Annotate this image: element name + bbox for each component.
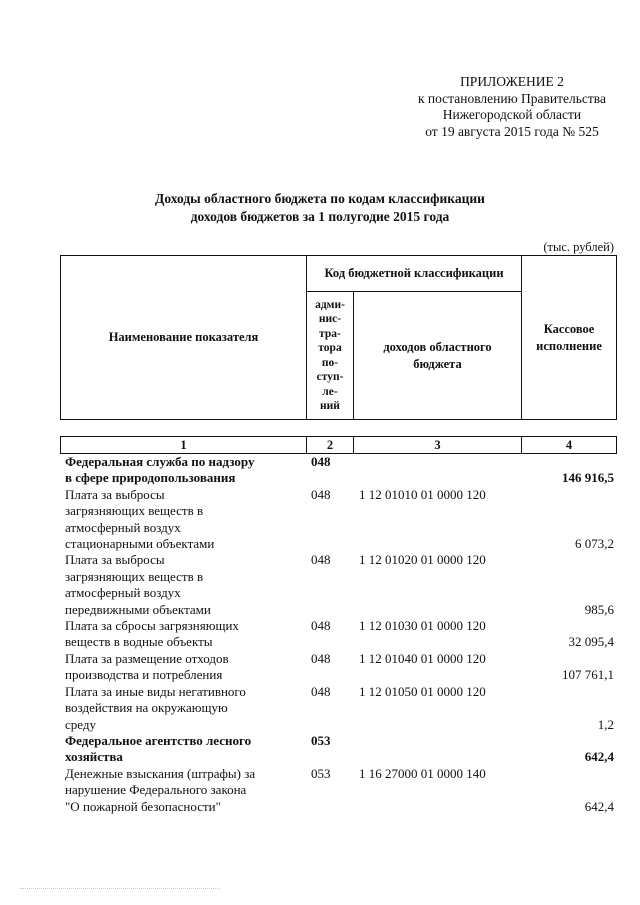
header-code-group: Код бюджетной классификации [307, 256, 522, 292]
units-label: (тыс. рублей) [543, 240, 614, 254]
row-income-code [353, 733, 521, 766]
column-number: 2 [307, 437, 354, 454]
row-amount: 642,4 [584, 749, 614, 765]
row-admin-code: 048 [311, 618, 331, 634]
row-admin-code: 048 [311, 486, 331, 502]
row-name-line: Федеральная служба по надзору [65, 454, 255, 469]
row-amount: 1,2 [597, 716, 614, 732]
column-number: 4 [522, 437, 617, 454]
row-name-line: передвижными объектами [65, 601, 211, 617]
header-amount-column: Кассовое исполнение [522, 256, 617, 420]
row-income-code: 1 12 01050 01 0000 120 [359, 683, 486, 699]
table-row [60, 487, 616, 553]
row-name-line: Федеральное агентство лесного [65, 732, 252, 748]
row-name [60, 618, 306, 651]
row-amount: 985,6 [584, 601, 614, 617]
revenue-table [60, 454, 616, 815]
row-name-line: Денежные взыскания (штрафы) за [65, 765, 256, 781]
row-income-code [353, 454, 521, 487]
table-row [60, 454, 616, 487]
row-income-code: 1 12 01020 01 0000 120 [359, 552, 486, 568]
row-name-line: Плата за иные виды негативного [65, 683, 246, 699]
row-name-line: Плата за размещение отходов [65, 650, 229, 666]
row-name-line: веществ в водные объекты [65, 634, 213, 650]
title-line: Доходы областного бюджета по кодам классификации [155, 191, 485, 206]
header-income-column: доходов областного бюджета [354, 292, 522, 420]
appendix-line: Нижегородской области [442, 107, 582, 122]
row-name-line: в сфере природопользования [65, 470, 236, 486]
table-row [60, 733, 616, 766]
row-amount: 642,4 [584, 798, 614, 814]
row-name-line: нарушение Федерального закона [65, 782, 247, 798]
row-admin-code: 053 [311, 732, 331, 748]
table-row [60, 651, 616, 684]
row-name-line: среду [65, 716, 96, 732]
appendix-line: к постановлению Правительства [417, 90, 606, 106]
row-name-line: загрязняющих веществ в [65, 503, 204, 519]
row-amount: 146 916,5 [562, 470, 614, 486]
appendix-heading: ПРИЛОЖЕНИЕ 2 [460, 74, 564, 89]
row-admin-code: 048 [311, 454, 331, 469]
row-admin-code: 048 [311, 683, 331, 699]
row-name-line: Плата за выбросы [65, 552, 165, 568]
row-name-line: хозяйства [65, 749, 123, 765]
row-name-line: стационарными объектами [65, 536, 215, 552]
row-name-line: Плата за выбросы [65, 486, 165, 502]
row-name [60, 733, 306, 766]
row-name [60, 454, 306, 487]
appendix-date: от 19 августа 2015 года № 525 [425, 123, 599, 139]
document-title [0, 190, 640, 226]
row-name-line: атмосферный воздух [65, 585, 181, 601]
table-header [60, 255, 617, 420]
table-row [60, 618, 616, 651]
row-amount: 32 095,4 [568, 634, 614, 650]
header-admin-column: адми- нис- тра- тора по- ступ- ле- ний [307, 292, 354, 420]
scan-artifact [20, 888, 220, 891]
row-name-line: Плата за сбросы загрязняющих [65, 618, 239, 634]
column-numbers-row [60, 436, 617, 454]
title-line: доходов бюджетов за 1 полугодие 2015 года [190, 209, 450, 224]
row-income-code: 1 12 01040 01 0000 120 [359, 650, 486, 666]
table-row [60, 766, 616, 815]
table-row [60, 684, 616, 733]
row-name-line: "О пожарной безопасности" [65, 798, 221, 814]
row-name-line: атмосферный воздух [65, 519, 181, 535]
row-name-line: производства и потребления [65, 667, 223, 683]
row-admin-code: 048 [311, 650, 331, 666]
row-name [60, 766, 306, 815]
column-number: 1 [61, 437, 307, 454]
row-income-code: 1 16 27000 01 0000 140 [359, 765, 486, 781]
appendix-block [418, 74, 606, 140]
row-admin-code: 048 [311, 552, 331, 568]
header-name-column: Наименование показателя [61, 256, 307, 420]
row-income-code: 1 12 01010 01 0000 120 [359, 486, 486, 502]
table-row [60, 552, 616, 618]
column-number: 3 [354, 437, 522, 454]
row-name [60, 651, 306, 684]
row-amount: 6 073,2 [575, 536, 614, 552]
row-name [60, 552, 306, 618]
row-name [60, 487, 306, 553]
row-admin-code: 053 [311, 765, 331, 781]
row-name-line: загрязняющих веществ в [65, 568, 204, 584]
row-name [60, 684, 306, 733]
row-income-code: 1 12 01030 01 0000 120 [359, 618, 486, 634]
row-amount: 107 761,1 [562, 667, 614, 683]
row-name-line: воздействия на окружающую [65, 700, 228, 716]
